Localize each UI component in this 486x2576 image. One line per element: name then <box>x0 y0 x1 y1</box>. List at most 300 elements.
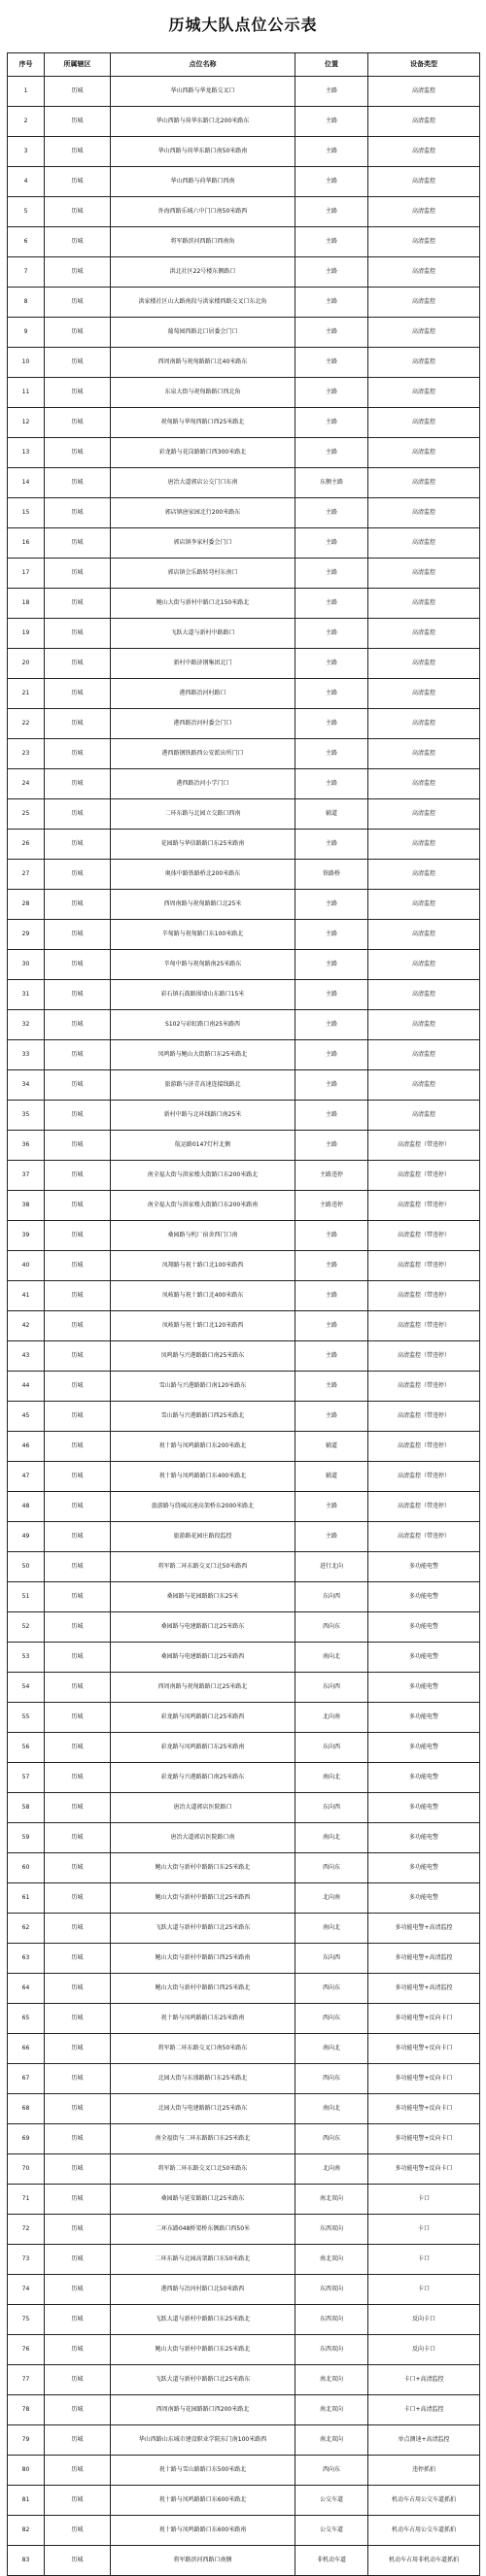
cell-index: 26 <box>8 830 45 860</box>
table-row <box>8 1341 480 1372</box>
cell-index: 45 <box>8 1402 45 1432</box>
cell-device-type: 高清监控 <box>368 1070 480 1101</box>
cell-device-type: 高清监控（带违停） <box>368 1311 480 1341</box>
cell-position: 东西双向 <box>295 2275 368 2305</box>
cell-index: 57 <box>8 1763 45 1793</box>
cell-district: 历城 <box>45 589 111 619</box>
table-row <box>8 1221 480 1251</box>
cell-position: 西向东 <box>295 2064 368 2094</box>
cell-location-name: 北园大街与东盛路路口东25米路北 <box>111 2064 295 2094</box>
cell-position: 主路 <box>295 257 368 288</box>
cell-index: 17 <box>8 559 45 589</box>
cell-device-type: 高清监控 <box>368 1010 480 1040</box>
cell-district: 历城 <box>45 2546 111 2576</box>
cell-index: 32 <box>8 1010 45 1040</box>
table-row <box>8 980 480 1010</box>
cell-position: 主路 <box>295 1492 368 1522</box>
cell-district: 历城 <box>45 2034 111 2064</box>
col-header-position: 位置 <box>295 53 368 77</box>
cell-position: 北向南 <box>295 1883 368 1914</box>
cell-device-type: 高清监控 <box>368 257 480 288</box>
cell-position: 非机动车道 <box>295 2546 368 2576</box>
cell-position: 东向西 <box>295 1733 368 1763</box>
cell-device-type: 多功能电警+反向卡口 <box>368 2064 480 2094</box>
cell-district: 历城 <box>45 679 111 709</box>
table-row <box>8 2215 480 2245</box>
cell-location-name: 鲍山大街与新村中路路口北25米路西 <box>111 1883 295 1914</box>
table-row <box>8 2275 480 2305</box>
cell-district: 历城 <box>45 559 111 589</box>
table-row <box>8 2064 480 2094</box>
cell-index: 20 <box>8 649 45 679</box>
table-row <box>8 1492 480 1522</box>
table-row <box>8 197 480 227</box>
cell-index: 78 <box>8 2395 45 2425</box>
cell-position: 西向东 <box>295 2004 368 2034</box>
cell-index: 68 <box>8 2094 45 2124</box>
cell-device-type: 机动车占用公交车道抓拍 <box>368 2486 480 2516</box>
cell-position: 主路 <box>295 709 368 739</box>
cell-position: 西向东 <box>295 1853 368 1883</box>
cell-location-name: 将军路二环东路交叉口南50米路东 <box>111 2034 295 2064</box>
cell-location-name: 二环东路与北园立交路口西南 <box>111 799 295 830</box>
cell-device-type: 高清监控 <box>368 709 480 739</box>
table-body <box>8 77 480 2576</box>
cell-district: 历城 <box>45 1914 111 1944</box>
cell-location-name: 飞跃大道与新村中路路口北25米路东 <box>111 1914 295 1944</box>
cell-location-name: S102与彩虹路口南25米路西 <box>111 1010 295 1040</box>
cell-device-type: 高清监控 <box>368 498 480 528</box>
cell-location-name: 桑园路与电建路路口北25米路东 <box>111 1612 295 1643</box>
cell-index: 76 <box>8 2335 45 2365</box>
table-row <box>8 890 480 920</box>
cell-district: 历城 <box>45 2425 111 2456</box>
cell-position: 主路 <box>295 1010 368 1040</box>
cell-district: 历城 <box>45 950 111 980</box>
cell-position: 西向东 <box>295 2124 368 2154</box>
cell-index: 49 <box>8 1522 45 1552</box>
cell-device-type: 高清监控 <box>368 137 480 167</box>
cell-device-type: 多功能电警+反向卡口 <box>368 2004 480 2034</box>
cell-district: 历城 <box>45 2486 111 2516</box>
cell-index: 83 <box>8 2546 45 2576</box>
table-row <box>8 528 480 559</box>
cell-location-name: 雪山路与兴港路路口南120米路东 <box>111 1372 295 1402</box>
cell-index: 44 <box>8 1372 45 1402</box>
cell-index: 27 <box>8 860 45 890</box>
cell-index: 66 <box>8 2034 45 2064</box>
cell-district: 历城 <box>45 2365 111 2395</box>
cell-device-type: 高清监控 <box>368 739 480 769</box>
cell-index: 4 <box>8 167 45 197</box>
cell-location-name: 航运路0147灯杆北侧 <box>111 1131 295 1161</box>
table-row <box>8 378 480 408</box>
cell-location-name: 凤翔路与祝十路口北100米路西 <box>111 1251 295 1281</box>
col-header-index: 序号 <box>8 53 45 77</box>
cell-district: 历城 <box>45 2215 111 2245</box>
table-row <box>8 1763 480 1793</box>
cell-position: 南向北 <box>295 1763 368 1793</box>
cell-position: 主路 <box>295 167 368 197</box>
cell-device-type: 反向卡口 <box>368 2305 480 2335</box>
cell-district: 历城 <box>45 1944 111 1974</box>
table-row <box>8 1101 480 1131</box>
cell-index: 7 <box>8 257 45 288</box>
table-row <box>8 77 480 107</box>
cell-position: 进行北向 <box>295 1552 368 1582</box>
cell-position: 主路 <box>295 1402 368 1432</box>
cell-location-name: 鲍山大街与新村中路路口西25米路北 <box>111 1974 295 2004</box>
cell-index: 56 <box>8 1733 45 1763</box>
cell-device-type: 高清监控 <box>368 1101 480 1131</box>
table-row <box>8 2034 480 2064</box>
cell-position: 东西双向 <box>295 2215 368 2245</box>
cell-index: 63 <box>8 1944 45 1974</box>
cell-position: 主路 <box>295 1040 368 1070</box>
cell-district: 历城 <box>45 1402 111 1432</box>
cell-position: 主路 <box>295 559 368 589</box>
cell-location-name: 新村中路与北环线路口南25米 <box>111 1101 295 1131</box>
cell-index: 2 <box>8 107 45 137</box>
cell-index: 59 <box>8 1823 45 1853</box>
table-row <box>8 2395 480 2425</box>
cell-device-type: 高清监控（带违停） <box>368 1522 480 1552</box>
cell-device-type: 高清监控 <box>368 890 480 920</box>
cell-location-name: 辛甸路与祝甸路口东100米路北 <box>111 920 295 950</box>
cell-device-type: 高清监控 <box>368 950 480 980</box>
cell-index: 62 <box>8 1914 45 1944</box>
cell-location-name: 西周南路与祝甸路路口北25米 <box>111 890 295 920</box>
cell-district: 历城 <box>45 1793 111 1823</box>
cell-device-type: 多功能电警+反向卡口 <box>368 2154 480 2185</box>
cell-district: 历城 <box>45 709 111 739</box>
table-row <box>8 1010 480 1040</box>
cell-position: 东西双向 <box>295 2305 368 2335</box>
table-row <box>8 2425 480 2456</box>
cell-district: 历城 <box>45 1552 111 1582</box>
cell-position: 东向西 <box>295 1793 368 1823</box>
cell-position: 主路 <box>295 980 368 1010</box>
cell-position: 东向西 <box>295 1582 368 1612</box>
cell-position: 南向北 <box>295 1914 368 1944</box>
cell-device-type: 高清监控（带违停） <box>368 1402 480 1432</box>
table-row <box>8 1582 480 1612</box>
table-row <box>8 709 480 739</box>
table-row <box>8 860 480 890</box>
cell-position: 东向西 <box>295 1944 368 1974</box>
cell-index: 18 <box>8 589 45 619</box>
cell-position: 南北双向 <box>295 2425 368 2456</box>
table-row <box>8 137 480 167</box>
cell-location-name: 郭店镇唐家园北行200米路东 <box>111 498 295 528</box>
cell-location-name: 彩龙路与花岗路路口西300米路北 <box>111 438 295 468</box>
cell-district: 历城 <box>45 1161 111 1191</box>
cell-device-type: 机动车占用非机动车道抓拍 <box>368 2546 480 2576</box>
cell-device-type: 高清监控 <box>368 408 480 438</box>
cell-location-name: 葡萄园西路北口居委会门口 <box>111 318 295 348</box>
cell-device-type: 高清监控 <box>368 77 480 107</box>
table-row <box>8 1191 480 1221</box>
cell-index: 12 <box>8 408 45 438</box>
cell-location-name: 花园路与华信路路口东25米路南 <box>111 830 295 860</box>
cell-index: 64 <box>8 1974 45 2004</box>
cell-position: 南向北 <box>295 2094 368 2124</box>
table-row <box>8 348 480 378</box>
cell-position: 主路 <box>295 920 368 950</box>
cell-location-name: 华山西路与荷华东路口南50米路南 <box>111 137 295 167</box>
cell-device-type: 高清监控 <box>368 288 480 318</box>
cell-index: 34 <box>8 1070 45 1101</box>
cell-index: 46 <box>8 1432 45 1462</box>
cell-district: 历城 <box>45 348 111 378</box>
cell-district: 历城 <box>45 197 111 227</box>
table-row <box>8 408 480 438</box>
cell-location-name: 郭店镇会乐路转弯村东南口 <box>111 559 295 589</box>
cell-position: 主路 <box>295 679 368 709</box>
cell-index: 74 <box>8 2275 45 2305</box>
cell-position: 南北双向 <box>295 2365 368 2395</box>
cell-district: 历城 <box>45 438 111 468</box>
cell-location-name: 华山西路与华龙路交叉口 <box>111 77 295 107</box>
cell-district: 历城 <box>45 318 111 348</box>
table-row <box>8 1853 480 1883</box>
cell-index: 80 <box>8 2456 45 2486</box>
cell-district: 历城 <box>45 1582 111 1612</box>
cell-district: 历城 <box>45 288 111 318</box>
table-row <box>8 1823 480 1853</box>
cell-location-name: 桑园路与电建路路口北25米路西 <box>111 1643 295 1673</box>
cell-position: 主路 <box>295 137 368 167</box>
cell-position: 主路 <box>295 378 368 408</box>
cell-location-name: 祝十路与凤鸣路路口东600米路南 <box>111 2516 295 2546</box>
cell-position: 东西双向 <box>295 2335 368 2365</box>
cell-device-type: 多功能电警 <box>368 1763 480 1793</box>
header-row <box>8 53 480 77</box>
cell-device-type: 高清监控 <box>368 528 480 559</box>
cell-location-name: 西周南路与祝甸路路口北25米路北 <box>111 1673 295 1703</box>
cell-index: 71 <box>8 2185 45 2215</box>
cell-index: 19 <box>8 619 45 649</box>
cell-district: 历城 <box>45 528 111 559</box>
cell-location-name: 二环东路与北园高架路口东50米路北 <box>111 2245 295 2275</box>
table-row <box>8 2516 480 2546</box>
col-header-device-type: 设备类型 <box>368 53 480 77</box>
cell-device-type: 高清监控（带违停） <box>368 1372 480 1402</box>
cell-index: 21 <box>8 679 45 709</box>
cell-district: 历城 <box>45 167 111 197</box>
table-row <box>8 1643 480 1673</box>
cell-district: 历城 <box>45 2124 111 2154</box>
cell-location-name: 港西路冶河村路口 <box>111 679 295 709</box>
cell-device-type: 高清监控 <box>368 107 480 137</box>
cell-district: 历城 <box>45 1070 111 1101</box>
cell-location-name: 雪山路与兴港路路口西25米路北 <box>111 1402 295 1432</box>
cell-index: 50 <box>8 1552 45 1582</box>
cell-index: 25 <box>8 799 45 830</box>
cell-device-type: 高清监控（带违停） <box>368 1191 480 1221</box>
cell-index: 75 <box>8 2305 45 2335</box>
cell-position: 南向北 <box>295 1643 368 1673</box>
cell-location-name: 南全福大街与洪家楼大街路口东200米路北 <box>111 1161 295 1191</box>
cell-position: 南向北 <box>295 2034 368 2064</box>
cell-location-name: 彩龙路与凤鸣路路口北25米路西 <box>111 1703 295 1733</box>
table-row <box>8 1131 480 1161</box>
cell-location-name: 旅游路与济青高速连接线路北 <box>111 1070 295 1101</box>
cell-position: 主路 <box>295 318 368 348</box>
cell-index: 40 <box>8 1251 45 1281</box>
cell-position: 南北双向 <box>295 2245 368 2275</box>
cell-position: 主路 <box>295 1070 368 1101</box>
cell-location-name: 西周南路与花园路路口西200米路北 <box>111 2395 295 2425</box>
table-row <box>8 2546 480 2576</box>
cell-district: 历城 <box>45 2154 111 2185</box>
cell-device-type: 卡口+高清监控 <box>368 2395 480 2425</box>
cell-district: 历城 <box>45 1673 111 1703</box>
cell-position: 东向西 <box>295 1673 368 1703</box>
cell-district: 历城 <box>45 1341 111 1372</box>
table-row <box>8 2365 480 2395</box>
cell-index: 69 <box>8 2124 45 2154</box>
cell-location-name: 飞跃大道与新村中路路口北25米路东 <box>111 2365 295 2395</box>
table-row <box>8 649 480 679</box>
cell-index: 1 <box>8 77 45 107</box>
cell-location-name: 桑园路与花园路路口东25米 <box>111 1582 295 1612</box>
cell-location-name: 祝十路与凤鸣路路口东200米路北 <box>111 1432 295 1462</box>
cell-index: 39 <box>8 1221 45 1251</box>
cell-index: 79 <box>8 2425 45 2456</box>
table-row <box>8 1372 480 1402</box>
cell-device-type: 高清监控 <box>368 559 480 589</box>
table-row <box>8 1914 480 1944</box>
notice-table <box>7 52 480 2576</box>
cell-position: 主路 <box>295 348 368 378</box>
cell-index: 77 <box>8 2365 45 2395</box>
cell-location-name: 祝十路与凤鸣路路口东25米路南 <box>111 2004 295 2034</box>
table-row <box>8 2004 480 2034</box>
cell-position: 主路 <box>295 890 368 920</box>
cell-district: 历城 <box>45 2305 111 2335</box>
cell-district: 历城 <box>45 1643 111 1673</box>
cell-location-name: 南全福大街与洪家楼大街路口东200米路南 <box>111 1191 295 1221</box>
cell-location-name: 将军路滨河西路口南侧 <box>111 2546 295 2576</box>
cell-device-type: 高清监控（带违停） <box>368 1341 480 1372</box>
cell-location-name: 鲍山大街与新村中路路口东25米路北 <box>111 1853 295 1883</box>
cell-location-name: 南全福街与二环东路路口东25米路北 <box>111 2124 295 2154</box>
cell-location-name: 凤岐路与祝十路口北120米路西 <box>111 1311 295 1341</box>
cell-position: 西向东 <box>295 1974 368 2004</box>
cell-district: 历城 <box>45 2004 111 2034</box>
cell-location-name: 彩龙路与兴港路路口南25米路东 <box>111 1763 295 1793</box>
cell-position: 西向东 <box>295 1612 368 1643</box>
cell-location-name: 鲍山大街与新村中路路口西25米路南 <box>111 1944 295 1974</box>
cell-position: 主路 <box>295 1101 368 1131</box>
table-row <box>8 1040 480 1070</box>
cell-index: 33 <box>8 1040 45 1070</box>
cell-position: 主路 <box>295 769 368 799</box>
table-row <box>8 1612 480 1643</box>
cell-district: 历城 <box>45 77 111 107</box>
cell-district: 历城 <box>45 257 111 288</box>
cell-device-type: 高清监控 <box>368 860 480 890</box>
cell-district: 历城 <box>45 1733 111 1763</box>
cell-district: 历城 <box>45 769 111 799</box>
cell-index: 36 <box>8 1131 45 1161</box>
table-row <box>8 679 480 709</box>
cell-district: 历城 <box>45 830 111 860</box>
cell-position: 主路 <box>295 438 368 468</box>
table-row <box>8 589 480 619</box>
cell-district: 历城 <box>45 860 111 890</box>
cell-device-type: 高清监控 <box>368 167 480 197</box>
cell-index: 48 <box>8 1492 45 1522</box>
cell-position: 南向北 <box>295 1823 368 1853</box>
table-row <box>8 2245 480 2275</box>
cell-location-name: 华山西路与荷华路口西南 <box>111 167 295 197</box>
cell-position: 主路 <box>295 77 368 107</box>
cell-index: 73 <box>8 2245 45 2275</box>
cell-index: 37 <box>8 1161 45 1191</box>
cell-district: 历城 <box>45 2395 111 2425</box>
cell-device-type: 多功能电警+高清监控 <box>368 1914 480 1944</box>
table-row <box>8 2185 480 2215</box>
cell-location-name: 旅游路花园庄路段监控 <box>111 1522 295 1552</box>
cell-index: 52 <box>8 1612 45 1643</box>
cell-location-name: 将军路滨河西路口西南角 <box>111 227 295 257</box>
table-row <box>8 1161 480 1191</box>
cell-index: 55 <box>8 1703 45 1733</box>
col-header-district: 所属辖区 <box>45 53 111 77</box>
cell-district: 历城 <box>45 2275 111 2305</box>
cell-device-type: 多功能电警+反向卡口 <box>368 2094 480 2124</box>
cell-index: 38 <box>8 1191 45 1221</box>
cell-index: 28 <box>8 890 45 920</box>
table-row <box>8 1883 480 1914</box>
cell-district: 历城 <box>45 1131 111 1161</box>
cell-device-type: 多功能电警 <box>368 1733 480 1763</box>
table-row <box>8 769 480 799</box>
cell-position: 辅道 <box>295 799 368 830</box>
cell-device-type: 高清监控 <box>368 438 480 468</box>
cell-device-type: 高清监控（带违停） <box>368 1462 480 1492</box>
table-row <box>8 288 480 318</box>
cell-district: 历城 <box>45 980 111 1010</box>
table-row <box>8 2486 480 2516</box>
table-row <box>8 1552 480 1582</box>
table-row <box>8 2305 480 2335</box>
cell-index: 72 <box>8 2215 45 2245</box>
cell-device-type: 多功能电警 <box>368 1853 480 1883</box>
cell-device-type: 卡口 <box>368 2275 480 2305</box>
cell-district: 历城 <box>45 1763 111 1793</box>
cell-device-type: 多功能电警 <box>368 1582 480 1612</box>
table-row <box>8 1703 480 1733</box>
cell-location-name: 洪家楼社区山大路南段与洪家楼西路交叉口东北角 <box>111 288 295 318</box>
cell-index: 6 <box>8 227 45 257</box>
cell-device-type: 多功能电警 <box>368 1703 480 1733</box>
cell-location-name: 凤鸣路与兴港路路口南25米路东 <box>111 1341 295 1372</box>
cell-location-name: 旅游路与绕城高速高架桥东2000米路北 <box>111 1492 295 1522</box>
cell-index: 15 <box>8 498 45 528</box>
table-row <box>8 167 480 197</box>
cell-district: 历城 <box>45 137 111 167</box>
cell-location-name: 港西路冶河小学门口 <box>111 769 295 799</box>
cell-district: 历城 <box>45 227 111 257</box>
table-row <box>8 1733 480 1763</box>
cell-position: 主路 <box>295 107 368 137</box>
cell-device-type: 多功能电警+反向卡口 <box>368 2124 480 2154</box>
table-row <box>8 2456 480 2486</box>
cell-index: 70 <box>8 2154 45 2185</box>
